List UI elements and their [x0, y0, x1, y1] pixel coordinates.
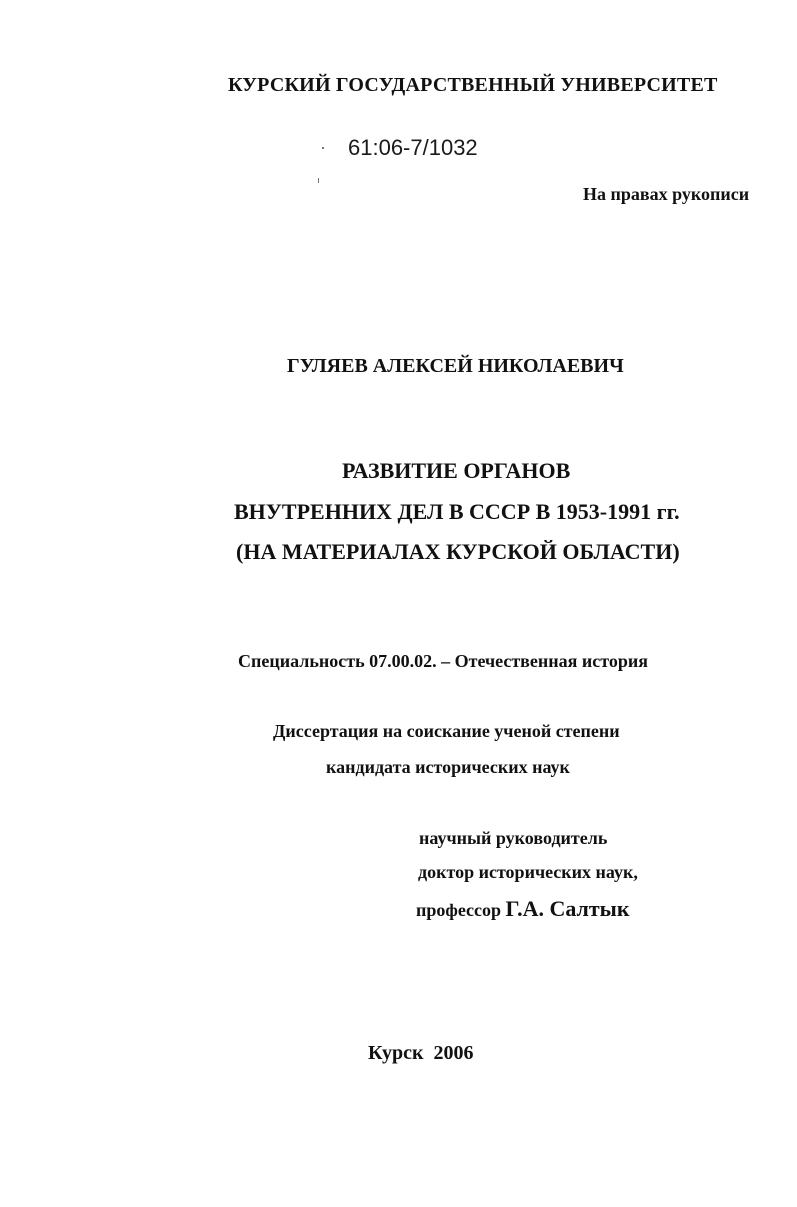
rights-note: На правах рукописи — [583, 184, 750, 204]
university-name: КУРСКИЙ ГОСУДАРСТВЕННЫЙ УНИВЕРСИТЕТ — [228, 74, 718, 96]
specialty: Специальность 07.00.02. – Отечественная история — [238, 651, 648, 671]
dissertation-title-line: (НА МАТЕРИАЛАХ КУРСКОЙ ОБЛАСТИ) — [236, 539, 680, 564]
dissertation-title-line: РАЗВИТИЕ ОРГАНОВ — [342, 458, 571, 483]
supervisor-degree: доктор исторических наук, — [418, 862, 638, 882]
library-stamp-code: 61:06-7/1032 — [348, 135, 478, 160]
degree-statement-line: Диссертация на соискание ученой степени — [273, 721, 620, 741]
supervisor-title-prefix: профессор — [416, 900, 502, 920]
scan-speck — [318, 178, 319, 183]
dissertation-title-line: ВНУТРЕННИХ ДЕЛ В СССР В 1953-1991 гг. — [234, 499, 680, 524]
supervisor-title — [416, 896, 630, 922]
scan-speck — [322, 147, 324, 149]
supervisor-role: научный руководитель — [419, 828, 608, 848]
author-name: ГУЛЯЕВ АЛЕКСЕЙ НИКОЛАЕВИЧ — [287, 355, 624, 377]
city-year: Курск 2006 — [368, 1042, 474, 1064]
degree-statement-line: кандидата исторических наук — [326, 757, 570, 777]
supervisor-name: Г.А. Салтык — [505, 896, 630, 921]
